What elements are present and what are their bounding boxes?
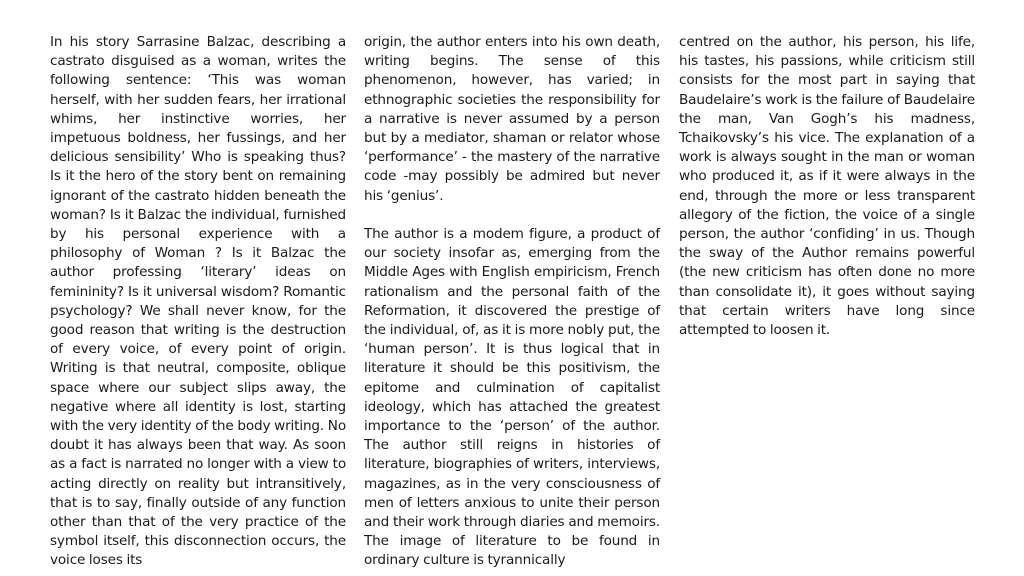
text-column-1	[50, 33, 346, 571]
paragraph: The author is a modem figure, a product of our society insofar as, emerging from the Middle Ages with English empiricism, French rationalism and the personal faith of the Reformation, it discovered the prestige of the individual, of, as it is more nobly put, the ‘human person’. It is thus logical that in literature it should be this positivism, the epitome and culmination of capitalist ideology, which has attached the greatest importance to the ‘person’ of the author. The author still reigns in histories of literature, biographies of writers, interviews, magazines, as in the very consciousness of men of letters anxious to unite their person and their work through diaries and memoirs. The image of literature to be found in ordinary culture is tyrannically	[364, 226, 660, 569]
text-column-2	[364, 33, 660, 571]
paragraph: centred on the author, his person, his life, his tastes, his passions, while criticism still consists for the most part in saying that Baudelaire’s work is the failure of Baudelaire the man, Van Gogh’s his madness, Tchaikovsky’s his vice. The explanation of a work is always sought in the man or woman who produced it, as if it were always in the end, through the more or less transparent allegory of the fiction, the voice of a single person, the author ‘confiding’ in us. Though the sway of the Author remains powerful (the new criticism has often done no more than consolidate it), it goes without saying that certain writers have long since attempted to loosen it.	[679, 34, 975, 339]
paragraph: origin, the author enters into his own death, writing begins. The sense of this phenomenon, however, has varied; in ethnographic societies the responsibility for a narrative is never assumed by a person but by a mediator, shaman or relator whose ‘performance’ - the mastery of the narrative code -may possibly be admired but never his ‘genius’.	[364, 34, 660, 204]
text-column-3	[679, 33, 975, 340]
paragraph: In his story Sarrasine Balzac, describing a castrato disguised as a woman, writes the following sentence: ‘This was woman herself, with her sudden fears, her irrational whims, her instinctive worries, her impetuous boldness, her fussings, and her delicious sensibility’ Who is speaking thus? Is it the hero of the story bent on remaining ignorant of the castrato hidden beneath the woman? Is it Balzac the individual, furnished by his personal experience with a philosophy of Woman ? Is it Balzac the author professing ‘literary’ ideas on femininity? Is it universal wisdom? Romantic psychology? We shall never know, for the good reason that writing is the destruction of every voice, of every point of origin. Writing is that neutral, composite, oblique space where our subject slips away, the negative where all identity is lost, starting with the very identity of the body writing. No doubt it has always been that way. As soon as a fact is narrated no longer with a view to acting directly on reality but intransitively, that is to say, finally outside of any function other than that of the very practice of the symbol itself, this disconnection occurs, the voice loses its	[50, 34, 346, 569]
